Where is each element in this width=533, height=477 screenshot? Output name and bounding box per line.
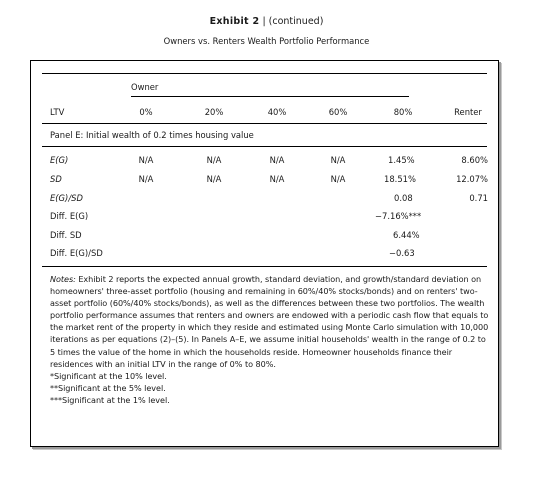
table-cell: 6.44%: [393, 230, 420, 240]
notes-paragraph: [50, 273, 490, 370]
notes: [50, 273, 490, 406]
exhibit-subtitle: Owners vs. Renters Wealth Portfolio Performance: [163, 36, 370, 46]
row-label: E(G): [50, 155, 69, 165]
table-cell: N/A: [330, 155, 346, 165]
panel-rule: [42, 146, 487, 147]
owner-rule: [131, 96, 409, 97]
notes-lead: Notes:: [50, 274, 76, 284]
table-cell: 1.45%: [388, 155, 415, 165]
sig-note-5: **Significant at the 5% level.: [50, 382, 166, 393]
table-cell: 12.07%: [456, 174, 488, 184]
owner-header: Owner: [131, 82, 159, 92]
exhibit-box: [30, 60, 499, 447]
table-bottom-rule: [42, 266, 487, 267]
table-cell: −0.63: [389, 248, 415, 258]
table-cell: N/A: [206, 155, 222, 165]
row-label: Diff. SD: [50, 230, 82, 240]
row-label: Diff. E(G)/SD: [50, 248, 103, 258]
notes-body: Exhibit 2 reports the expected annual growth, standard deviation, and growth/standard deviation on homeowners' three-asset portfolio (housing and remaining in 60%/40% stocks/bonds) and on renters' two-asset portfolio (60%/40% stocks/bonds), as well as the differences between these two portfolios. The wealth portfolio performance assumes that renters and owners are endowed with a periodic cash flow that equals to the market rent of the property in which they reside and estimated using Monte Carlo simulation with 10,000 iterations as per equations (2)–(5). In Panels A–E, we assume initial households' wealth in the range of 0.2 to 5 times the value of the home in which the households reside. Homeowner households finance their residences with an initial LTV in the range of 0% to 80%.: [50, 274, 489, 369]
table-cell: −7.16%***: [375, 211, 422, 221]
top-rule: [42, 73, 487, 74]
row-label: E(G)/SD: [50, 193, 83, 203]
panel-title: Panel E: Initial wealth of 0.2 times housing value: [50, 130, 254, 140]
sig-note-10: *Significant at the 10% level.: [50, 370, 167, 381]
table-cell: 18.51%: [384, 174, 416, 184]
col-header-60: 60%: [328, 107, 348, 117]
row-label: SD: [50, 174, 62, 184]
col-header-20: 20%: [204, 107, 224, 117]
table-cell: N/A: [269, 174, 285, 184]
table-cell: 0.71: [469, 193, 488, 203]
table-cell: N/A: [269, 155, 285, 165]
exhibit-label: Exhibit 2: [209, 16, 260, 27]
table-cell: N/A: [206, 174, 222, 184]
col-header-renter: Renter: [454, 107, 482, 117]
exhibit-title: [0, 16, 533, 28]
table-cell: N/A: [138, 174, 154, 184]
table-cell: N/A: [330, 174, 346, 184]
table-cell: 8.60%: [461, 155, 488, 165]
header-rule: [42, 123, 487, 124]
col-header-0: 0%: [139, 107, 153, 117]
table-cell: 0.08: [394, 193, 413, 203]
row-label: Diff. E(G): [50, 211, 89, 221]
ltv-label: LTV: [50, 107, 65, 117]
col-header-80: 80%: [393, 107, 413, 117]
exhibit-continued: | (continued): [259, 16, 324, 27]
col-header-40: 40%: [267, 107, 287, 117]
sig-note-1: ***Significant at the 1% level.: [50, 394, 170, 405]
table-cell: N/A: [138, 155, 154, 165]
